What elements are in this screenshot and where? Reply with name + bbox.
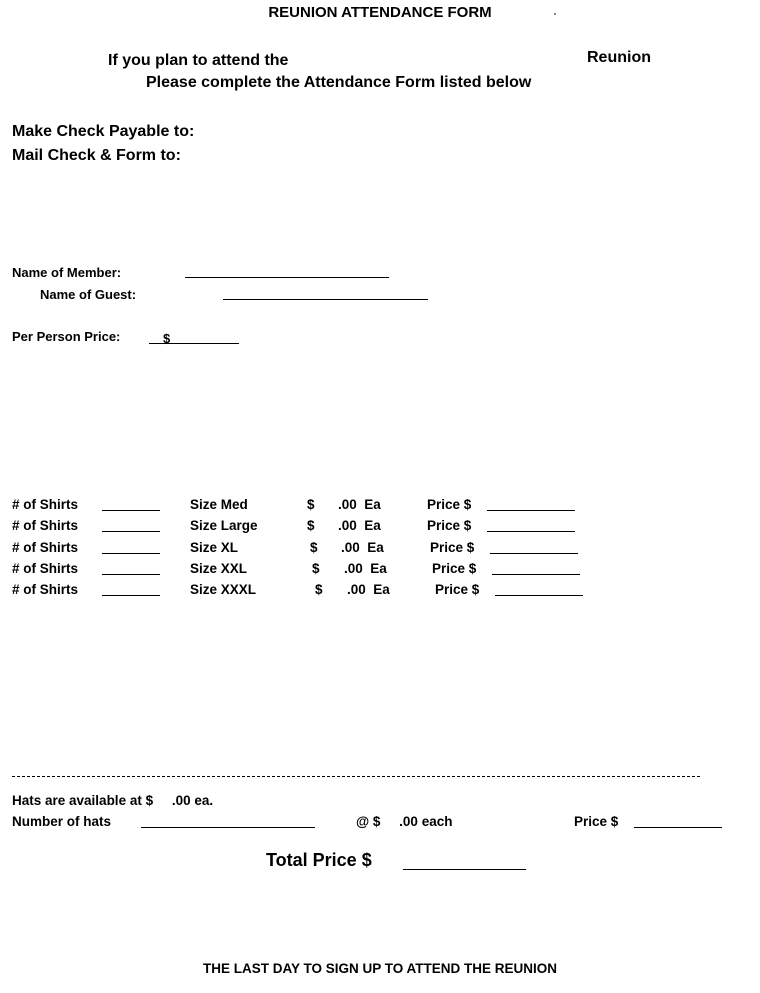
shirt-count-field[interactable]	[102, 498, 160, 511]
shirt-each-price: .00 Ea	[341, 540, 384, 555]
member-name-label: Name of Member:	[12, 265, 122, 280]
shirt-price-field[interactable]	[487, 519, 575, 532]
shirt-count-label: # of Shirts	[12, 518, 79, 533]
member-name-field[interactable]	[185, 265, 389, 278]
shirt-row	[0, 518, 760, 536]
shirt-each-price: .00 Ea	[338, 518, 381, 533]
shirt-price-field[interactable]	[492, 562, 580, 575]
shirt-row	[0, 582, 760, 600]
shirt-count-field[interactable]	[102, 583, 160, 596]
shirt-count-label: # of Shirts	[12, 497, 79, 512]
shirt-each-price: .00 Ea	[347, 582, 390, 597]
total-price-label: Total Price $	[266, 850, 372, 870]
section-divider	[12, 776, 700, 777]
total-price-field[interactable]	[403, 857, 526, 870]
form-title: REUNION ATTENDANCE FORM	[268, 4, 492, 21]
per-person-price-label	[12, 329, 120, 344]
guest-name-label: Name of Guest:	[40, 287, 137, 302]
last-day-notice: THE LAST DAY TO SIGN UP TO ATTEND THE REUNION	[202, 961, 558, 976]
shirt-price-label: Price $	[432, 561, 477, 576]
shirt-count-label: # of Shirts	[12, 561, 79, 576]
shirt-size-label: Size XL	[190, 540, 239, 555]
shirt-size-label: Size XXXL	[190, 582, 257, 597]
shirt-size-label: Size Large	[190, 518, 258, 533]
shirt-row	[0, 497, 760, 515]
number-of-hats-field[interactable]	[141, 815, 315, 828]
shirt-count-label: # of Shirts	[12, 540, 79, 555]
per-person-price-text: Per Person Price:	[12, 329, 121, 344]
number-of-hats-label: Number of hats	[12, 814, 112, 829]
shirt-row	[0, 561, 760, 579]
hats-available-label: Hats are available at $ .00 ea.	[12, 793, 214, 808]
payable-label: Make Check Payable to:	[12, 123, 195, 140]
shirt-price-label: Price $	[430, 540, 475, 555]
intro-line1-right: Reunion	[587, 49, 651, 66]
shirt-dollar-sign: $	[307, 518, 315, 533]
shirt-each-price: .00 Ea	[344, 561, 387, 576]
shirt-price-field[interactable]	[487, 498, 575, 511]
guest-name-field[interactable]	[223, 287, 428, 300]
per-person-dollar: $	[163, 331, 171, 346]
per-person-price-field[interactable]	[149, 331, 239, 344]
shirt-price-field[interactable]	[495, 583, 583, 596]
shirt-count-field[interactable]	[102, 562, 160, 575]
mail-label: Mail Check & Form to:	[12, 147, 181, 164]
intro-line1-left: If you plan to attend the	[108, 52, 289, 69]
shirt-count-label: # of Shirts	[12, 582, 79, 597]
shirt-count-field[interactable]	[102, 541, 160, 554]
hat-price-label: Price $	[574, 814, 619, 829]
shirt-price-label: Price $	[427, 497, 472, 512]
hat-each-price: @ $ .00 each	[356, 814, 453, 829]
shirt-price-label: Price $	[435, 582, 480, 597]
intro-line2: Please complete the Attendance Form listed below	[146, 74, 532, 91]
shirt-each-price: .00 Ea	[338, 497, 381, 512]
shirt-size-label: Size Med	[190, 497, 248, 512]
shirt-size-label: Size XXL	[190, 561, 248, 576]
shirt-price-label: Price $	[427, 518, 472, 533]
shirt-dollar-sign: $	[315, 582, 323, 597]
shirt-price-field[interactable]	[490, 541, 578, 554]
hat-price-field[interactable]	[634, 815, 722, 828]
shirt-dollar-sign: $	[310, 540, 318, 555]
shirt-count-field[interactable]	[102, 519, 160, 532]
shirt-row	[0, 540, 760, 558]
shirt-dollar-sign: $	[312, 561, 320, 576]
shirt-dollar-sign: $	[307, 497, 315, 512]
